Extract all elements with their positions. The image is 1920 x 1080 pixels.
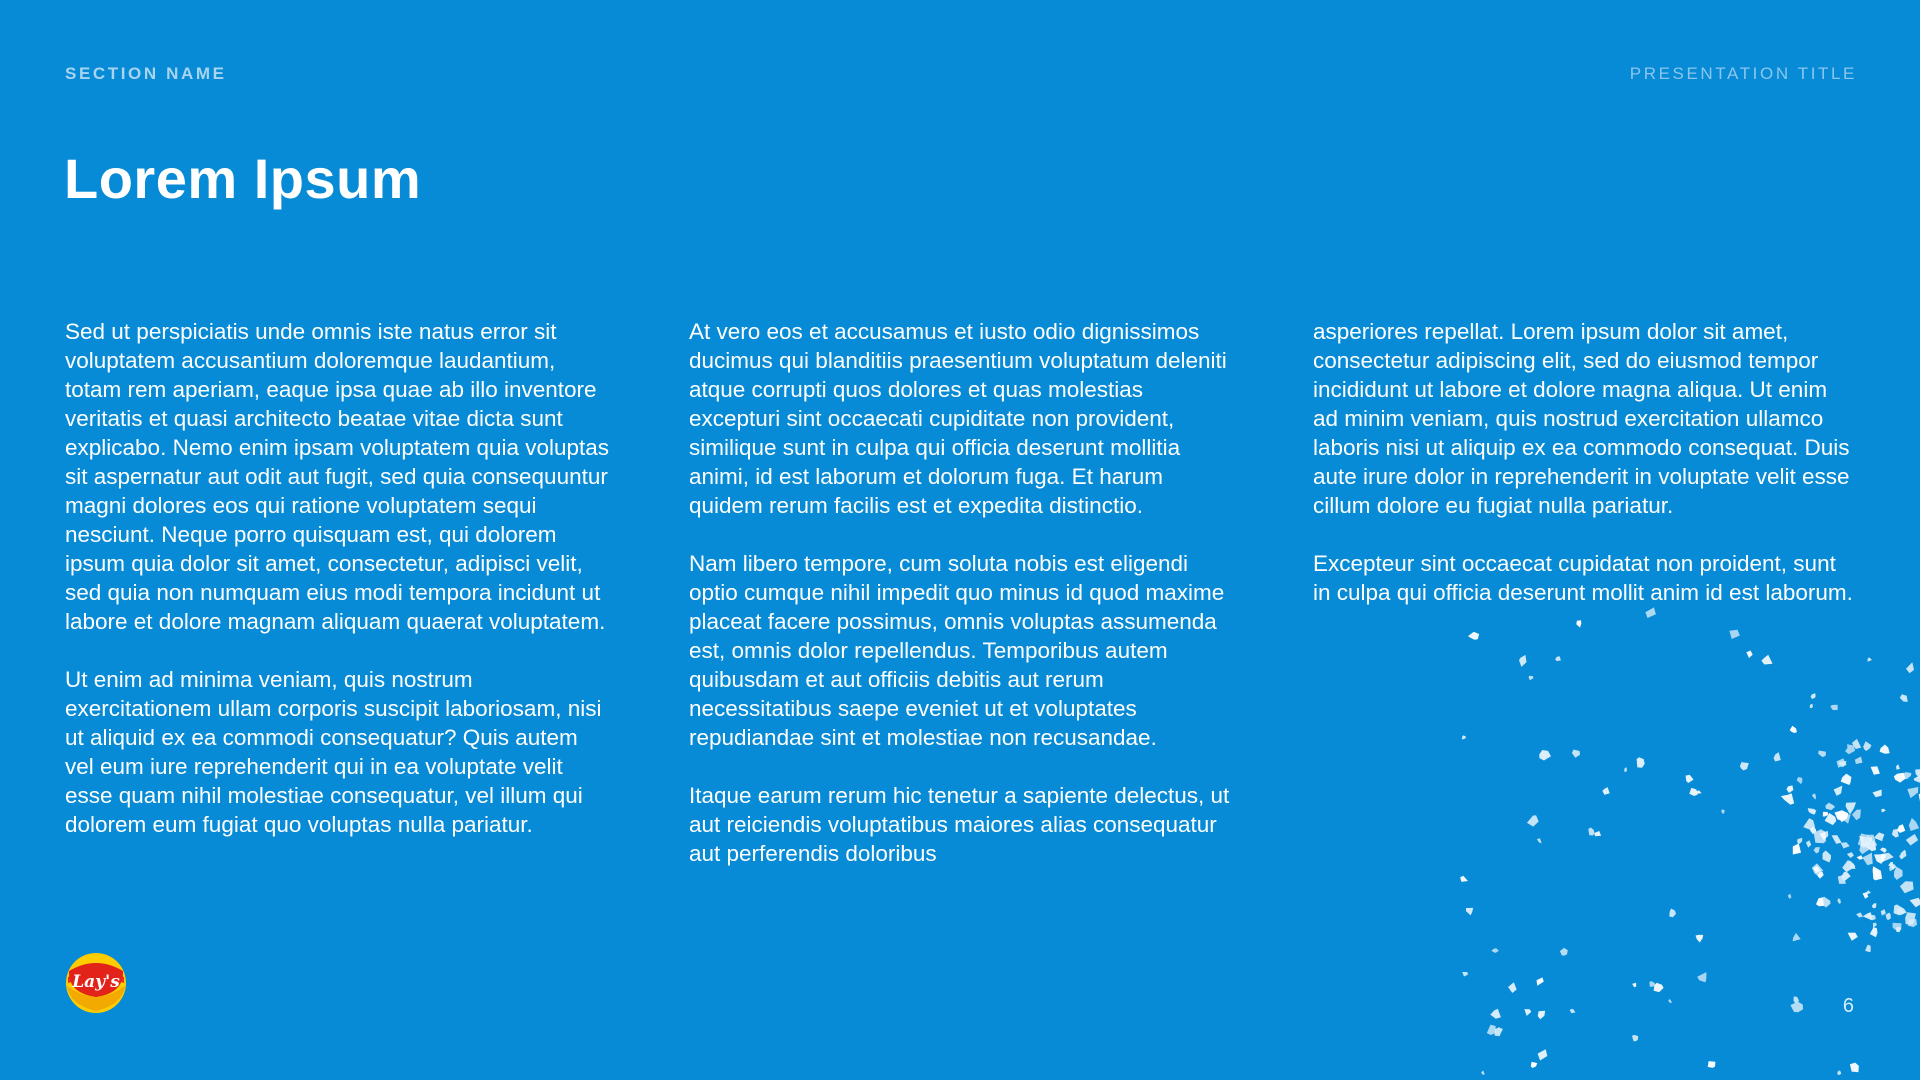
salt-crystal [1894, 867, 1903, 880]
salt-crystal [1832, 835, 1842, 844]
salt-crystal [1803, 818, 1815, 830]
salt-crystal [1869, 841, 1877, 849]
presentation-title: PRESENTATION TITLE [1629, 64, 1857, 83]
salt-crystal [1906, 662, 1914, 673]
text-column-3 [1313, 317, 1858, 636]
page-title: Lorem Ipsum [64, 147, 422, 210]
salt-crystal [1818, 751, 1826, 758]
salt-crystal [1721, 809, 1724, 814]
salt-crystal [1570, 1009, 1576, 1014]
salt-crystal [1708, 1061, 1716, 1068]
salt-crystal [1632, 1035, 1638, 1042]
salt-crystal [1527, 815, 1539, 826]
salt-crystal [1781, 793, 1794, 805]
salt-crystal [1894, 905, 1907, 916]
paragraph: Ut enim ad minima veniam, quis nostrum exercitationem ullam corporis suscipit laboriosam, nisi ut aliquid ex ea commodi consequatur? Quis autem vel eum iure reprehenderit qui in ea voluptate velit esse quam nihil molestiae consequatur, vel illum qui dolorem eum fugiat quo voluptas nulla pariatur. [65, 667, 602, 837]
salt-crystal [1847, 852, 1854, 858]
salt-crystal [1863, 892, 1869, 898]
salt-crystal [1905, 912, 1916, 924]
salt-crystal [1594, 831, 1601, 836]
paragraph: At vero eos et accusamus et iusto odio dignissimos ducimus qui blanditiis praesentium voluptatum deleniti atque corrupti quos dolores et quas molestias excepturi sint occaecati cupiditate non provident, similique sunt in culpa qui officia deserunt mollitia animi, id est laborum et dolorum fuga. Et harum quidem rerum facilis est et expedita distinctio. [689, 319, 1227, 518]
salt-crystal [1900, 694, 1908, 702]
salt-crystal [1830, 705, 1837, 710]
salt-crystal [1880, 745, 1890, 754]
svg-text:Lay's: Lay's [72, 972, 120, 992]
salt-crystal [1841, 813, 1851, 824]
salt-crystal [1863, 837, 1867, 844]
salt-crystal [1906, 834, 1918, 846]
salt-crystal [1871, 766, 1880, 775]
salt-crystal [1897, 907, 1905, 915]
salt-crystal [1495, 1027, 1503, 1036]
salt-crystal [1909, 818, 1919, 831]
lays-logo-icon [64, 953, 128, 1013]
text-column-2 [689, 317, 1234, 897]
salt-crystal [1837, 1071, 1841, 1076]
salt-crystal [1865, 945, 1871, 953]
salt-crystal [1850, 863, 1856, 869]
paragraph: asperiores repellat. Lorem ipsum dolor sit amet, consectetur adipiscing elit, sed do eiusmod tempor incididunt ut labore et dolore magna aliqua. Ut enim ad minim veniam, quis nostrud exercitation ullamco laboris nisi ut aliquip ex ea commodo consequat. Duis aute irure dolor in reprehenderit in voluptate velit esse cillum dolore eu fugiat nulla pariatur. [1313, 319, 1850, 518]
salt-crystal [1859, 845, 1869, 855]
salt-crystal [1811, 693, 1816, 699]
salt-crystal [1839, 761, 1846, 767]
paragraph: Itaque earum rerum hic tenetur a sapiente delectus, ut aut reiciendis voluptatibus maiores alias consequatur aut perferendis doloribus [689, 783, 1230, 866]
salt-crystal [1637, 757, 1645, 768]
salt-crystal [1808, 808, 1816, 814]
salt-crystal [1820, 831, 1829, 840]
salt-crystal [1696, 935, 1704, 943]
salt-crystal [1806, 840, 1811, 847]
salt-crystal [1857, 855, 1863, 860]
salt-crystal [1466, 908, 1473, 916]
salt-crystal [1794, 996, 1800, 1003]
salt-crystal [1786, 785, 1793, 793]
salt-crystal [1881, 909, 1886, 916]
salt-crystal [1897, 824, 1905, 833]
salt-crystal [1859, 836, 1868, 846]
salt-crystal [1907, 787, 1918, 798]
salt-crystal [1870, 915, 1876, 921]
salt-crystal [1838, 875, 1846, 884]
salt-crystal [1890, 864, 1897, 870]
salt-crystal [1790, 726, 1797, 733]
salt-crystal [1668, 999, 1672, 1003]
salt-crystal [1572, 750, 1580, 758]
salt-crystal [1868, 657, 1873, 662]
salt-crystal [1841, 842, 1850, 848]
salt-crystal [1602, 787, 1609, 795]
paragraph: Excepteur sint occaecat cupidatat non proident, sunt in culpa qui officia deserunt mollit anim id est laborum. [1313, 551, 1853, 605]
salt-crystal [1863, 741, 1871, 751]
salt-crystal [1837, 898, 1841, 904]
salt-crystal [1825, 803, 1835, 811]
page-number: 6 [1842, 995, 1854, 1017]
salt-crystal [1813, 866, 1821, 873]
salt-crystal [1872, 903, 1877, 908]
salt-crystal [1508, 982, 1517, 993]
salt-crystal [1697, 972, 1706, 982]
salt-crystal [1866, 890, 1871, 895]
salt-crystal [1812, 794, 1816, 800]
salt-crystal [1901, 850, 1907, 858]
salt-crystal [1899, 855, 1903, 860]
salt-crystal [1793, 844, 1801, 855]
salt-crystal [1810, 827, 1816, 834]
salt-crystal [1649, 981, 1656, 987]
salt-crystal [1866, 835, 1876, 845]
salt-crystal [1588, 828, 1594, 836]
salt-crystal [1834, 786, 1843, 796]
salt-crystal [1873, 923, 1877, 929]
salt-crystal [1835, 810, 1849, 821]
salt-crystal [1797, 838, 1802, 845]
salt-crystal [1873, 790, 1882, 798]
salt-crystal [1839, 812, 1848, 823]
salt-crystal [1892, 829, 1899, 838]
salt-crystal [1460, 876, 1468, 882]
salt-crystal [1880, 848, 1887, 853]
salt-crystal [1858, 833, 1873, 847]
salt-crystal [1788, 894, 1792, 899]
salt-crystal [1874, 871, 1879, 876]
salt-crystal [1842, 860, 1855, 872]
salt-crystal [1841, 774, 1852, 785]
salt-crystal [1538, 1011, 1545, 1020]
salt-crystal [1537, 977, 1544, 985]
salt-crystal [1689, 788, 1697, 796]
salt-crystal [1519, 655, 1527, 667]
salt-crystal [1896, 927, 1901, 933]
salt-crystal [1462, 735, 1466, 739]
salt-crystal [1793, 933, 1801, 942]
paragraph: Nam libero tempore, cum soluta nobis est eligendi optio cumque nihil impedit quo minus id quod maxime placeat facere possimus, omnis voluptas assumenda est, omnis dolor repellendus. Temporibus autem quibusdam et aut officiis debitis aut rerum necessitatibus saepe eveniet ut et voluptates repudiandae sint et molestiae non recusandae. [689, 551, 1225, 750]
salt-crystal [1490, 1009, 1501, 1019]
salt-crystal [1862, 836, 1872, 847]
salt-crystal [1845, 744, 1855, 754]
salt-crystal [1531, 1062, 1538, 1068]
salt-crystal [1873, 866, 1883, 880]
salt-crystal [1740, 762, 1749, 770]
salt-crystal [1874, 854, 1886, 864]
salt-crystal [1841, 872, 1851, 882]
salt-crystal [1686, 775, 1694, 783]
salt-crystal [1910, 898, 1920, 908]
salt-crystal [1810, 704, 1813, 708]
salt-crystal [1524, 1009, 1531, 1016]
salt-crystal [1908, 919, 1917, 927]
salt-crystal [1669, 909, 1676, 918]
salt-crystal [1817, 872, 1823, 879]
salt-crystal [1852, 810, 1861, 821]
salt-crystal [1856, 912, 1863, 917]
salt-crystal [1870, 927, 1878, 937]
salt-crystal [1823, 851, 1832, 863]
salt-crystal [1481, 1071, 1485, 1075]
salt-crystal [1850, 1063, 1859, 1073]
salt-crystal [1812, 810, 1816, 815]
salt-crystal [1837, 758, 1847, 767]
salt-crystal [1900, 881, 1914, 893]
salt-crystal [1632, 983, 1636, 988]
salt-crystal [1814, 847, 1820, 853]
salt-crystal [1915, 769, 1920, 781]
salt-crystal [1825, 813, 1837, 825]
salt-crystal [1889, 866, 1894, 871]
salt-crystal [1790, 1002, 1803, 1013]
salt-crystal [1874, 832, 1884, 841]
salt-crystal [1529, 676, 1534, 680]
salt-crystal [1761, 655, 1772, 665]
salt-crystal [1863, 912, 1873, 919]
salt-crystal [1896, 764, 1900, 770]
salt-crystal [1848, 933, 1858, 941]
salt-crystal [1867, 838, 1873, 844]
salt-crystal [1654, 983, 1664, 992]
salt-crystal [1812, 863, 1824, 874]
salt-crystal [1888, 862, 1893, 868]
salt-crystal [1823, 812, 1829, 817]
salt-crystal [1881, 853, 1894, 862]
salt-crystal [1539, 750, 1551, 761]
text-column-1 [65, 317, 610, 868]
paragraph: Sed ut perspiciatis unde omnis iste natus error sit voluptatem accusantium doloremque laudantium, totam rem aperiam, eaque ipsa quae ab illo inventore veritatis et quasi architecto beatae vitae dicta sunt explicabo. Nemo enim ipsam voluptatem quia voluptas sit aspernatur aut odit aut fugit, sed quia consequuntur magni dolores eos qui ratione voluptatem sequi nesciunt. Neque porro quisquam est, qui dolorem ipsum quia dolor sit amet, consectetur, adipisci velit, sed quia non numquam eius modi tempora incidunt ut labore et dolore magnam aliquam quaerat voluptatem. [65, 319, 610, 634]
salt-crystal [1886, 913, 1891, 920]
salt-crystal [1624, 767, 1627, 772]
salt-crystal [1866, 840, 1876, 852]
salt-crystal [1862, 853, 1872, 866]
salt-crystal [1914, 775, 1920, 783]
salt-crystal [1881, 809, 1885, 813]
salt-crystal [1821, 897, 1830, 908]
salt-crystal [1893, 923, 1902, 932]
salt-crystal [1863, 837, 1873, 847]
salt-crystal [1814, 829, 1826, 843]
salt-crystal [1900, 772, 1911, 779]
salt-crystal [1861, 842, 1866, 847]
salt-crystal [1462, 972, 1468, 977]
salt-crystal [1560, 948, 1568, 956]
salt-crystal [1852, 739, 1861, 749]
salt-crystal [1894, 773, 1906, 783]
salt-crystal [1816, 897, 1824, 906]
salt-crystal [1797, 777, 1803, 784]
salt-crystal [1855, 757, 1863, 765]
salt-crystal [1815, 870, 1823, 878]
salt-crystal [1696, 790, 1701, 794]
salt-crystal [1846, 802, 1856, 814]
salt-crystal [1538, 1049, 1548, 1060]
section-name: SECTION NAME [65, 64, 227, 83]
salt-crystal [1537, 838, 1542, 843]
salt-crystal [1491, 948, 1499, 953]
salt-crystal [1867, 844, 1875, 851]
salt-crystal [1746, 651, 1752, 659]
salt-crystal [1555, 656, 1561, 661]
salt-crystal [1487, 1025, 1496, 1035]
salt-crystal [1774, 752, 1781, 761]
